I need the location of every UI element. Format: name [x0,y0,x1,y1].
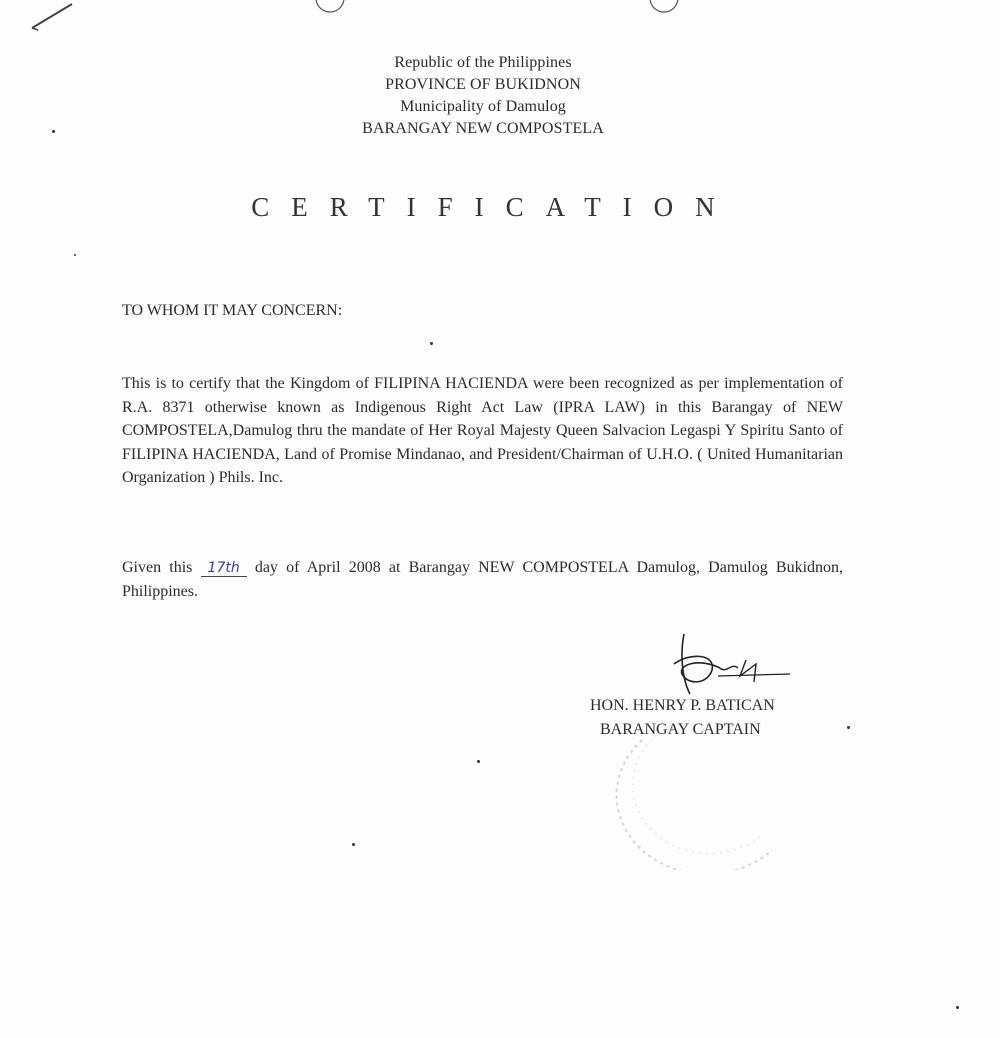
signatory-position: BARANGAY CAPTAIN [600,721,761,738]
certification-body: This is to certify that the Kingdom of FILIPINA HACIENDA were been recognized as per implementation of R.A. 8371 otherwise known as Indigenous Right Act Law (IPRA LAW) in this Barangay of NEW COMPOSTELA,Damulog thru the mandate of Her Royal Majesty Queen Salvacion Legaspi Y Spiritu Santo of FILIPINA HACIENDA, Land of Promise Mindanao, and President/Chairman of U.H.O. ( United Humanitarian Organization ) Phils. Inc. [122,375,843,486]
letterhead-province: PROVINCE OF BUKIDNON [385,76,581,93]
punch-hole-left [314,0,346,20]
scan-speck [430,342,433,345]
scan-speck [352,843,355,846]
scan-speck [956,1006,959,1009]
scan-speck [847,726,850,729]
letterhead-country: Republic of the Philippines [394,54,572,71]
signatory-name: HON. HENRY P. BATICAN [590,697,775,714]
salutation: TO WHOM IT MAY CONCERN: [122,302,343,319]
given-suffix: day of April 2008 at Barangay NEW COMPOSTELA Damulog, Damulog Bukidnon, Philippines. [122,559,844,600]
letterhead-municipality: Municipality of Damulog [400,98,566,115]
scan-speck [74,254,76,256]
scan-speck [477,760,480,763]
given-statement [122,556,843,603]
given-prefix: Given this [122,559,193,576]
handwritten-day: 17th [201,560,247,577]
signature [660,624,800,704]
letterhead [0,52,966,140]
signatory-block [590,694,775,742]
pen-mark [28,0,76,32]
letterhead-barangay: BARANGAY NEW COMPOSTELA [362,120,604,137]
punch-hole-right [648,0,680,20]
scan-speck [52,130,55,133]
document-title: CERTIFICATION [251,192,737,222]
